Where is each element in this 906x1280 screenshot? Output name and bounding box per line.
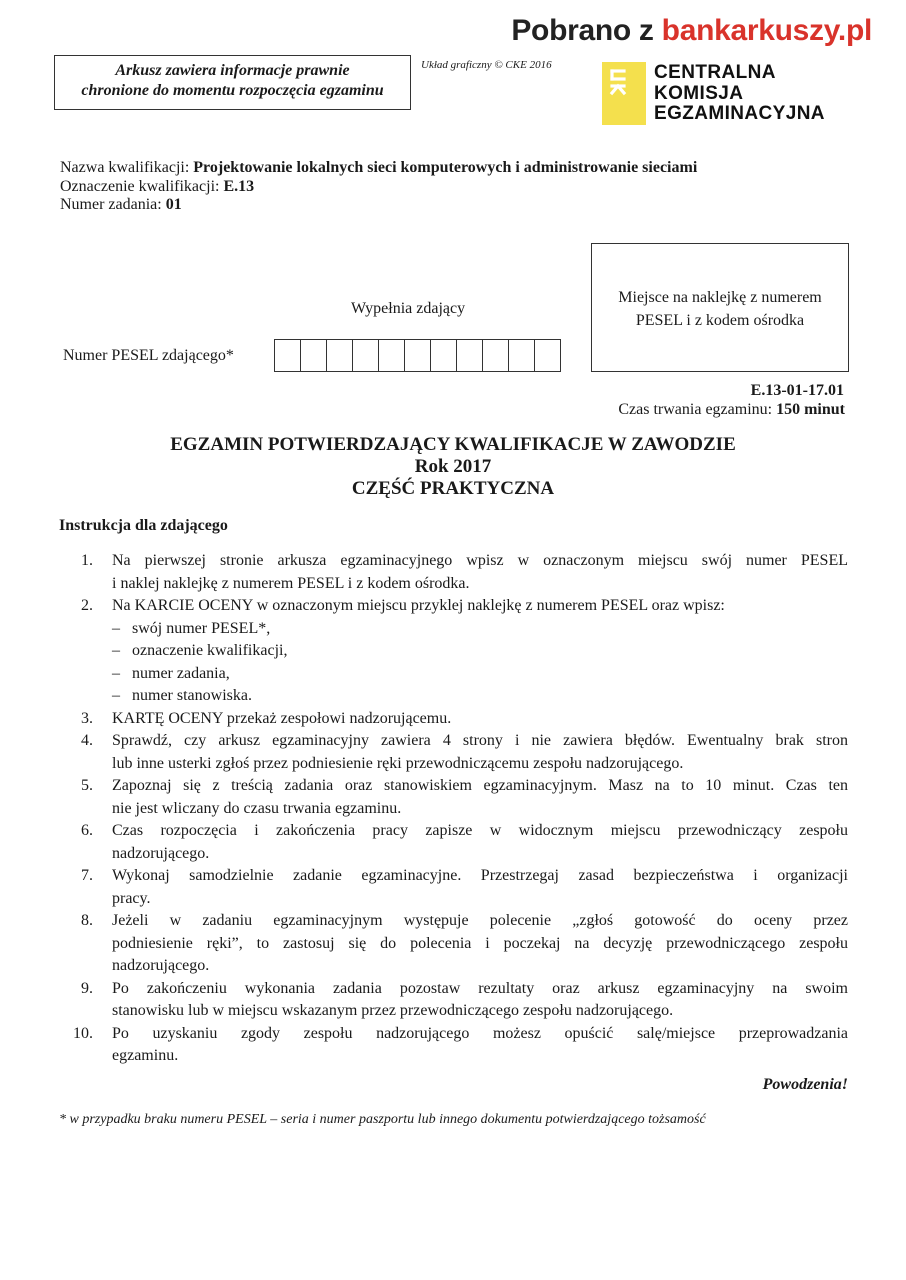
task-number: 01 [165, 196, 182, 213]
sticker-line-2: PESEL i z kodem ośrodka [635, 312, 805, 329]
heading-line-1: EGZAMIN POTWIERDZAJĄCY KWALIFIKACJE W ZAWODZIE [170, 434, 736, 455]
instruction-number: 7. [81, 867, 93, 884]
instruction-text [112, 865, 848, 910]
instruction-text [112, 730, 848, 775]
qualification-code: E.13 [223, 177, 255, 195]
heading-line-3: CZĘŚĆ PRAKTYCZNA [351, 478, 555, 499]
subitem-text: oznaczenie kwalifikacji, [132, 642, 288, 659]
instruction-line: Po uzyskaniu zgody zespołu nadzorującego możesz opuścić salę/miejsce przeprowadzania [112, 1024, 848, 1042]
instruction-item [59, 820, 848, 865]
instruction-number: 8. [81, 912, 93, 929]
pesel-digit-cell[interactable] [457, 340, 483, 371]
pesel-digit-cell[interactable] [535, 340, 560, 371]
notice-line-2: chronione do momentu rozpoczęcia egzaminu [81, 82, 384, 99]
instruction-item [59, 595, 848, 708]
pesel-digit-cell[interactable] [431, 340, 457, 371]
pesel-label: Numer PESEL zdającego* [63, 347, 234, 364]
instruction-text [112, 775, 848, 820]
instruction-item [59, 550, 848, 595]
instruction-line: nadzorującego. [112, 957, 210, 974]
instructions-list [59, 550, 848, 1068]
instruction-subitem [112, 640, 848, 663]
subitem-text: numer stanowiska. [132, 687, 252, 704]
instruction-line: Po zakończeniu wykonania zadania pozostaw rezultaty oraz arkusz egzaminacyjny na swoim [112, 979, 848, 997]
instruction-subitem [112, 663, 848, 686]
qualification-name-row [60, 159, 697, 178]
pesel-digit-cell[interactable] [379, 340, 405, 371]
duration-label: Czas trwania egzaminu: [618, 401, 777, 418]
instruction-number: 3. [81, 709, 93, 727]
pesel-input-grid [274, 339, 561, 372]
instruction-line: Jeżeli w zadaniu egzaminacyjnym występuje polecenie „zgłoś gotowość do oceny przez [112, 912, 848, 929]
cke-name [654, 63, 825, 125]
instruction-line: KARTĘ OCENY przekaż zespołowi nadzorującemu. [112, 709, 452, 727]
cke-name-line-1: CENTRALNA [654, 62, 776, 83]
dash-bullet-icon: – [112, 664, 120, 682]
sticker-line-1: Miejsce na naklejkę z numerem [618, 289, 822, 306]
instruction-line: nadzorującego. [112, 844, 210, 862]
instruction-item [59, 708, 848, 731]
instruction-line: Sprawdź, czy arkusz egzaminacyjny zawiera 4 strony i nie zawiera błędów. Ewentualny brak stron [112, 732, 848, 749]
watermark-site: bankarkuszy.pl [661, 14, 872, 47]
qualification-code-label: Oznaczenie kwalifikacji: [60, 177, 224, 195]
subitem-text: numer zadania, [132, 664, 230, 682]
instruction-number: 4. [81, 732, 93, 749]
instruction-number: 9. [81, 979, 93, 997]
instruction-item [59, 730, 848, 775]
pesel-digit-cell[interactable] [509, 340, 535, 371]
qualification-name-label: Nazwa kwalifikacji: [60, 159, 194, 176]
instruction-item [59, 910, 848, 978]
dash-bullet-icon: – [112, 642, 120, 659]
instruction-number: 5. [81, 777, 93, 794]
good-luck: Powodzenia! [762, 1076, 848, 1093]
instruction-subitem [112, 618, 848, 641]
instruction-item [59, 978, 848, 1023]
instruction-item [59, 865, 848, 910]
instruction-number: 10. [73, 1024, 93, 1042]
pesel-digit-cell[interactable] [353, 340, 379, 371]
instruction-line: Czas rozpoczęcia i zakończenia pracy zapisze w widocznym miejscu przewodniczący zespołu [112, 822, 848, 839]
instruction-line: Wykonaj samodzielnie zadanie egzaminacyjne. Przestrzegaj zasad bezpieczeństwa i organizacji [112, 867, 848, 884]
instruction-subitem [112, 685, 848, 708]
qualification-meta [60, 159, 697, 215]
instruction-text [112, 1023, 848, 1068]
pesel-footnote: * w przypadku braku numeru PESEL – seria i numer paszportu lub innego dokumentu potwierdzającego tożsamość [59, 1112, 706, 1127]
instruction-line: nie jest wliczany do czasu trwania egzaminu. [112, 799, 402, 817]
pesel-digit-cell[interactable] [483, 340, 509, 371]
instruction-line: lub inne usterki zgłoś przez podniesienie ręki przewodniczącemu zespołu nadzorującego. [112, 754, 684, 772]
instruction-item [59, 775, 848, 820]
task-number-label: Numer zadania: [60, 196, 166, 213]
instruction-item [59, 1023, 848, 1068]
cke-logo-icon [602, 62, 646, 125]
exam-heading [0, 434, 906, 500]
instruction-text [112, 595, 848, 708]
instruction-text [112, 820, 848, 865]
pesel-digit-cell[interactable] [405, 340, 431, 371]
watermark-banner [511, 14, 872, 48]
duration-value: 150 minut [776, 401, 845, 418]
instructions-title: Instrukcja dla zdającego [59, 517, 228, 534]
pesel-digit-cell[interactable] [301, 340, 327, 371]
instruction-line: Na pierwszej stronie arkusza egzaminacyjnego wpisz w oznaczonym miejscu swój numer PESEL [112, 552, 848, 569]
instruction-line: Zapoznaj się z treścią zadania oraz stanowiskiem egzaminacyjnym. Masz na to 10 minut. Czas ten [112, 777, 848, 794]
exam-duration [618, 401, 845, 419]
dash-bullet-icon: – [112, 687, 120, 704]
qualification-name: Projektowanie lokalnych sieci komputerowych i administrowanie sieciami [193, 159, 698, 176]
instruction-number: 2. [81, 597, 93, 614]
instruction-line: egzaminu. [112, 1047, 179, 1064]
pesel-digit-cell[interactable] [327, 340, 353, 371]
qualification-code-row [60, 178, 697, 197]
sticker-placeholder-box [591, 243, 849, 372]
instruction-line: Na KARCIE OCENY w oznaczonym miejscu przyklej naklejkę z numerem PESEL oraz wpisz: [112, 597, 725, 614]
instruction-text [112, 978, 848, 1023]
cke-name-line-2: KOMISJA [654, 82, 744, 104]
dash-bullet-icon: – [112, 619, 120, 637]
instruction-line: i naklej naklejkę z numerem PESEL i z kodem ośrodka. [112, 574, 470, 592]
cke-name-line-3: EGZAMINACYJNA [654, 103, 825, 124]
layout-credit: Układ graficzny © CKE 2016 [421, 59, 552, 71]
instruction-number: 1. [81, 552, 93, 569]
notice-line-1: Arkusz zawiera informacje prawnie [115, 62, 350, 79]
subitem-text: swój numer PESEL*, [132, 619, 271, 637]
heading-line-2: Rok 2017 [414, 456, 492, 477]
instruction-text [112, 708, 848, 731]
instruction-line: pracy. [112, 889, 151, 907]
exam-code: E.13-01-17.01 [750, 382, 844, 399]
pesel-digit-cell[interactable] [275, 340, 301, 371]
instruction-line: stanowisku lub w miejscu wskazanym przez przewodniczącego zespołu nadzorującego. [112, 1002, 674, 1019]
instruction-text [112, 550, 848, 595]
confidential-notice [54, 55, 411, 110]
instruction-text [112, 910, 848, 978]
watermark-prefix: Pobrano z [511, 14, 662, 47]
instruction-number: 6. [81, 822, 93, 839]
instruction-line: podniesienie ręki”, to zastosuj się do polecenia i poczekaj na decyzję przewodniczącego zespołu [112, 934, 848, 952]
filled-by-label: Wypełnia zdający [351, 300, 466, 317]
task-number-row [60, 196, 697, 215]
